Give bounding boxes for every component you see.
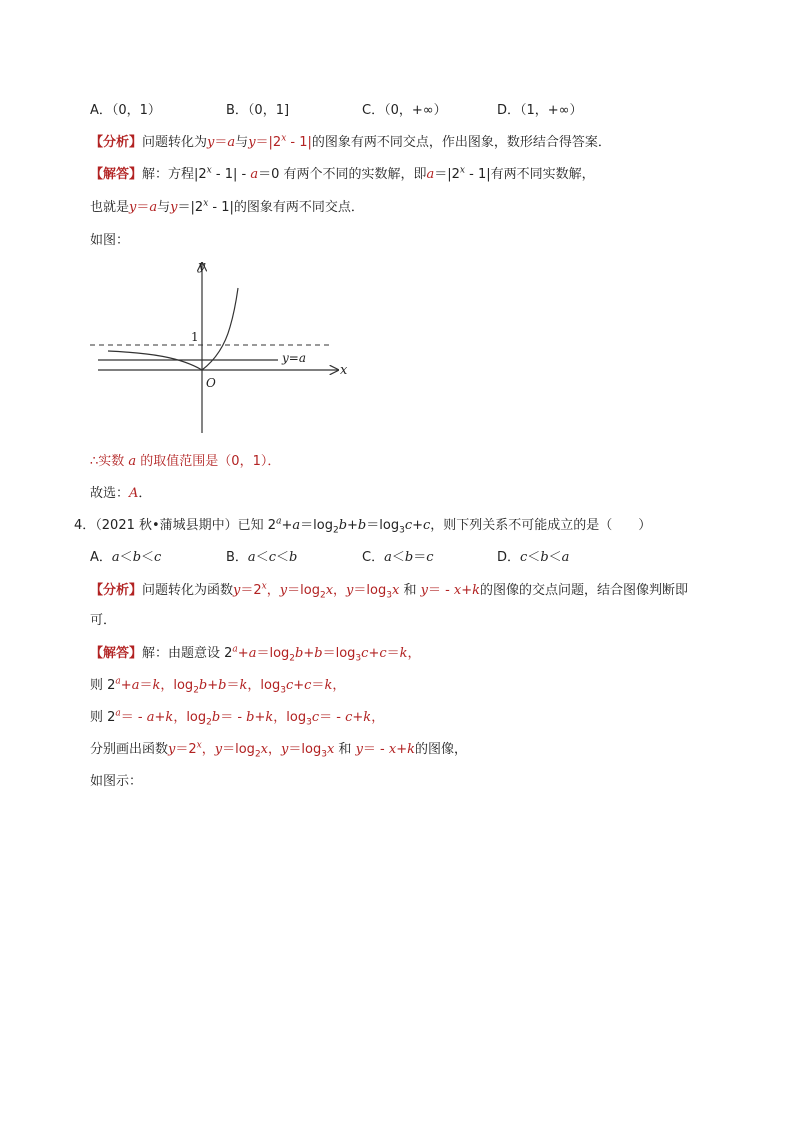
q4-number: 4． (74, 518, 96, 533)
q4-draw: 分别画出函数$y=2^x$，$y=\log_2x$，$y=\log_3x$ 和 y＝ - x+k的图像， (90, 740, 468, 760)
line-label: y=a (282, 351, 306, 365)
q4-sol-text: 解：由题意设 2 (142, 646, 233, 661)
sol2-text: 也就是 (90, 200, 130, 215)
draw-text: 分别画出函数 (90, 742, 169, 757)
q3-conclusion: ∴实数 a 的取值范围是（0，1）． (90, 454, 281, 469)
q3-choose: 故选：A． (90, 486, 152, 501)
q4-solution: 【解答】解：由题意设 $2^a+a=\log_2b+b=\log_3c+c=k$， (90, 644, 421, 664)
origin-label: O (206, 376, 216, 390)
analysis-text: 问题转化为 (142, 135, 208, 150)
q4-stem-end: ，则下列关系不可能成立的是（ ） (430, 518, 652, 533)
sol-text-3: ＝0 有两个不同的实数解，即 (258, 167, 427, 182)
q4-option-b: B．a＜c＜b (226, 550, 298, 565)
option-a: A．（0，1） (90, 103, 161, 118)
q4-then1: 则 $2^a+a=k$，$\log_2b+b=k$，$\log_3c+c=k$， (90, 676, 346, 696)
answer-value: A (129, 486, 139, 501)
q4-option-c: C．a＜b＝c (362, 550, 434, 565)
q4-analysis: 【分析】问题转化为函数$y=2^x$，$y=\log_2x$，$y=\log_3x$ 和 y＝ - x+k的图像的交点问题，结合图像判断即 (90, 581, 689, 601)
option-d: D．（1，+∞） (497, 103, 583, 118)
sol-text-4: ＝|2 (434, 167, 460, 182)
option-c: C．（0，+∞） (362, 103, 447, 118)
one-label: 1 (191, 330, 199, 344)
analysis-tag: 【分析】 (90, 135, 143, 150)
q4-then2: 则 $2^a= - a+k$，$\log_2b= - b+k$，$\log_3c= - c+k$， (90, 708, 385, 728)
as-shown-label: 如图： (90, 233, 130, 248)
q3-analysis: 【分析】问题转化为y＝a与$y=|2^x - 1|$的图象有两不同交点，作出图象，数形结合得答案． (90, 133, 611, 150)
q4-analysis-text-2: 的图像的交点问题，结合图像判断即 (480, 583, 689, 598)
q3-solution-line1: 【解答】解：方程|2$^x$ - 1| - a＝0 有两个不同的实数解，即$a=|2^x - 1|$有两不同实数解， (90, 165, 595, 182)
q4-option-d: D．c＜b＜a (497, 550, 570, 565)
curve-abs-exp (108, 288, 238, 370)
q4-analysis-tag: 【分析】 (90, 583, 143, 598)
conclusion-text: ∴实数 (90, 454, 129, 469)
q3-solution-line2: 也就是y＝a与$y=|2^x - 1|$的图象有两不同交点． (90, 198, 364, 215)
sol-text-2: - 1| - (211, 167, 251, 182)
q4-option-a: A．a＜b＜c (90, 550, 162, 565)
sol2-text-4: - 1|的图象有两不同交点． (208, 200, 364, 215)
then2-text: 则 2 (90, 710, 116, 725)
x-axis-label: x (340, 363, 348, 378)
q4-analysis-text: 问题转化为函数 (142, 583, 234, 598)
analysis-text-2: 与 (235, 135, 249, 150)
y-axis-label: y (198, 259, 206, 274)
conclusion-text-2: 的取值范围是（0，1）． (136, 454, 281, 469)
sol-text-5: - 1|有两不同实数解， (464, 167, 595, 182)
analysis-text-3: 的图象有两不同交点，作出图象，数形结合得答案． (311, 135, 611, 150)
q4-source: （2021 秋•蒲城县期中）已知 2 (95, 518, 277, 533)
function-graph (80, 255, 370, 440)
q4-analysis-line2: 可． (90, 613, 117, 628)
sol2-text-3: ＝|2 (177, 200, 204, 215)
solution-tag: 【解答】 (90, 167, 143, 182)
choose-label: 故选： (90, 486, 130, 501)
q4-as-shown: 如图示： (90, 774, 143, 789)
q4-stem: 4．（2021 秋•蒲城县期中）已知 $2^a+a=\log_2b+b=\log_3c+c$，则下列关系不可能成立的是（ ） (74, 516, 652, 536)
then1-text: 则 2 (90, 678, 116, 693)
sol-text: 解：方程|2 (142, 167, 207, 182)
q4-solution-tag: 【解答】 (90, 646, 143, 661)
option-b: B．（0，1] (226, 103, 290, 118)
sol2-text-2: 与 (157, 200, 171, 215)
draw-end-text: 的图像， (415, 742, 468, 757)
